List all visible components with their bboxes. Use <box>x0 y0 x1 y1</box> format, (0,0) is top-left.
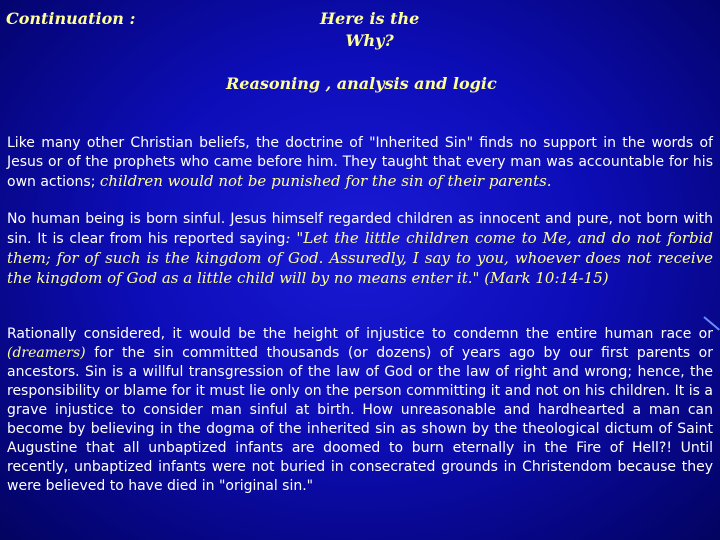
paragraph-rational-argument <box>7 325 713 496</box>
paragraph-2-quote: : "Let the little children come to Me, and do not forbid them; for of such is the kingdom of God. Assuredly, I say to you, whoever does not receive the kingdom of God as a little child will by no means enter it." (Mark 10:14-15) <box>7 229 713 287</box>
slide-subtitle: Reasoning , analysis and logic <box>226 74 497 93</box>
continuation-label: Continuation : <box>6 9 136 28</box>
slide-title <box>320 8 419 52</box>
paragraph-3-emphasis: (dreamers) <box>7 345 86 361</box>
paragraph-1-text: Like many other Christian beliefs, the doctrine of "Inherited Sin" finds no support in the words of Jesus or of the prophets who came before him. They taught that every man was accountable for his own actions; <box>7 135 713 190</box>
paragraph-2-text: No human being is born sinful. Jesus himself regarded children as innocent and pure, not born with sin. It is clear from his reported saying <box>7 211 713 247</box>
paragraph-born-sinless <box>7 210 713 289</box>
title-line-1: Here is the <box>320 9 420 28</box>
title-line-2: Why? <box>345 31 394 50</box>
paragraph-3-text-a: Rationally considered, it would be the height of injustice to condemn the entire human race or <box>7 326 713 342</box>
paragraph-1-emphasis: children would not be punished for the sin of their parents. <box>99 172 552 190</box>
paragraph-3-text-b: for the sin committed thousands (or dozens) of years ago by our first parents or ancestors. Sin is a willful transgression of the law of God or the law of right and wrong; hence, the responsibility or blame for it must lie only on the person committing it and not on his children. It is a grave injustice to consider man sinful at birth. How unreasonable and hardhearted a man can become by believing in the dogma of the inherited sin as shown by the theological dictum of Saint Augustine that all unbaptized infants are doomed to burn eternally in the Fire of Hell?! Until recently, unbaptized infants were not buried in consecrated grounds in Christendom because they were believed to have died in "original sin." <box>7 345 713 494</box>
paragraph-inherited-sin <box>7 134 713 192</box>
